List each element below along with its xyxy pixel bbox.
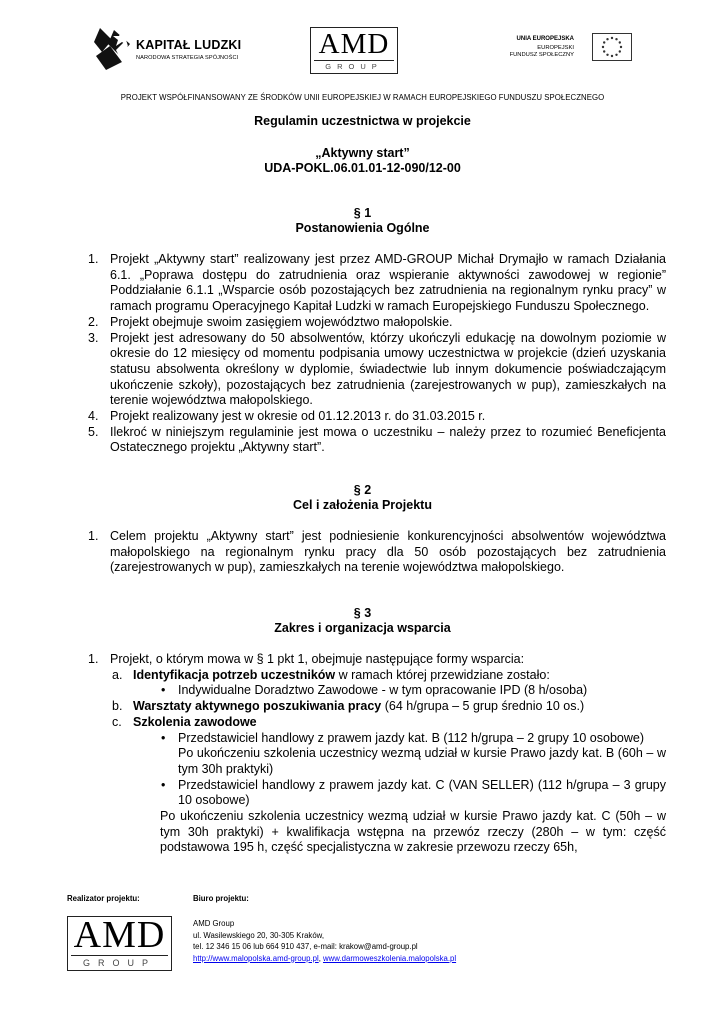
- bullet-item: • Przedstawiciel handlowy z prawem jazdy kat. C (VAN SELLER) (112 h/grupa – 3 grupy 10 osobowe): [161, 777, 666, 808]
- section-1-list: [88, 252, 666, 456]
- project-name: „Aktywny start”: [315, 146, 410, 160]
- office-address: ul. Wasilewskiego 20, 30-305 Kraków,: [193, 930, 325, 940]
- office-info: [193, 918, 456, 964]
- eu-flag-icon: [592, 33, 632, 61]
- link-darmoweszkolenia[interactable]: www.darmoweszkolenia.malopolska.pl: [323, 953, 457, 963]
- eu-label-fund-1: EUROPEJSKI: [537, 45, 574, 51]
- footer-realizator-label: Realizator projektu:: [67, 894, 140, 903]
- project-code: UDA-POKL.06.01.01-12-090/12-00: [264, 161, 461, 175]
- eu-label-union: UNIA EUROPEJSKA: [516, 36, 574, 42]
- amd-logo-group: GROUP: [82, 958, 156, 968]
- section-3-heading: Zakres i organizacja wsparcia: [274, 621, 451, 635]
- bullet-note: Po ukończeniu szkolenia uczestnicy wezmą udział w kursie Prawo jazdy kat. B (60h – w tym 30h praktyki): [178, 746, 666, 776]
- amd-logo-group: GROUP: [325, 62, 383, 71]
- kapital-ludzki-title: KAPITAŁ LUDZKI: [136, 38, 242, 52]
- list-item: 3. Projekt jest adresowany do 50 absolwentów, którzy ukończyli edukację na dowolnym poziomie w okresie do 12 miesięcy od momentu podpisania umowy uczestnictwa w projekcie (dzień uzyskania statusu absolwenta określony w dyplomie, świadectwie lub innym dokumencie poświadczającym ukończenie szkoły), pozostających bez zatrudnienia (zarejestrowanych w pup), zamieszkałych na terenie województwa małopolskiego.: [88, 330, 666, 408]
- amd-logo-divider: [314, 60, 394, 61]
- list-item: 2. Projekt obejmuje swoim zasięgiem województwo małopolskie.: [88, 314, 453, 329]
- eu-logo: [496, 30, 632, 68]
- bullet-item: • Przedstawiciel handlowy z prawem jazdy kat. B (112 h/grupa – 2 grupy 10 osobowe): [161, 730, 644, 745]
- subitem-b: b. Warsztaty aktywnego poszukiwania pracy (64 h/grupa – 5 grup średnio 10 os.): [112, 699, 585, 714]
- section-1-sign: § 1: [353, 206, 372, 220]
- section-3-list: [88, 652, 666, 856]
- office-name: AMD Group: [193, 919, 235, 928]
- office-contact: tel. 12 346 15 06 lub 664 910 437, e-mail: krakow@amd-group.pl: [193, 942, 418, 952]
- document-title: Regulamin uczestnictwa w projekcie: [254, 114, 471, 128]
- section-2-heading: Cel i założenia Projektu: [293, 498, 432, 512]
- kapital-ludzki-logo: [92, 26, 262, 72]
- section-1-heading: Postanowienia Ogólne: [295, 221, 430, 235]
- amd-logo-word: AMD: [318, 28, 390, 60]
- link-malopolska[interactable]: http://www.malopolska.amd-group.pl: [193, 953, 319, 963]
- list-item: 1. Projekt, o którym mowa w § 1 pkt 1, obejmuje następujące formy wsparcia:: [88, 652, 525, 666]
- list-item: 1. Projekt „Aktywny start” realizowany jest przez AMD-GROUP Michał Drymajło w ramach Działania 6.1. „Poprawa dostępu do zatrudnienia oraz wspieranie aktywności zawodowej w regionie” Poddziałanie 6.1.1 „Wsparcie osób pozostających bez zatrudnienia na regionalnym rynku pracy” w ramach programu Operacyjnego Kapitał Ludzki w ramach Europejskiego Funduszu Społecznego.: [88, 252, 666, 314]
- section-3-sign: § 3: [353, 606, 372, 620]
- amd-group-logo-top: [310, 27, 398, 74]
- footer-biuro-label: Biuro projektu:: [193, 894, 249, 903]
- kapital-ludzki-subtitle: NARODOWA STRATEGIA SPÓJNOŚCI: [136, 55, 239, 61]
- kapital-ludzki-emblem-icon: [92, 26, 134, 72]
- section-2-list: [88, 529, 666, 576]
- section-2-sign: § 2: [353, 483, 372, 497]
- eu-label-fund-2: FUNDUSZ SPOŁECZNY: [509, 52, 574, 58]
- cofinancing-banner: PROJEKT WSPÓŁFINANSOWANY ZE ŚRODKÓW UNII EUROPEJSKIEJ W RAMACH EUROPEJSKIEGO FUNDUSZU SPOŁECZNEGO: [120, 93, 605, 102]
- list-item: 1. Celem projektu „Aktywny start” jest podniesienie konkurencyjności absolwentów województwa małopolskiego na regionalnym rynku pracy dla 50 osób pozostających bez zatrudnienia (zarejestrowanych w pup), zamieszkałych na terenie województwa małopolskiego.: [88, 529, 666, 575]
- office-links: http://www.malopolska.amd-group.pl, www.darmoweszkolenia.malopolska.pl: [193, 953, 457, 963]
- bullet-item: • Indywidualne Doradztwo Zawodowe - w tym opracowanie IPD (8 h/osoba): [161, 683, 588, 698]
- subitem-c: c. Szkolenia zawodowe: [112, 714, 257, 729]
- amd-logo-divider: [71, 955, 168, 956]
- amd-group-logo-footer: [67, 916, 172, 971]
- list-item: 5. Ilekroć w niniejszym regulaminie jest mowa o uczestniku – należy przez to rozumieć Beneficjenta Ostatecznego projektu „Aktywny start”.: [88, 424, 666, 455]
- subitem-a: a. Identyfikacja potrzeb uczestników w ramach której przewidziane zostało:: [112, 667, 550, 682]
- bullet-note: Po ukończeniu szkolenia uczestnicy wezmą udział w kursie Prawo jazdy kat. C (50h – w tym 30h praktyki) + kwalifikacja wstępna na przewóz rzeczy (280h – w tym: część podstawowa 195 h, część specjalistyczna w zakresie przewozu rzeczy 65h,: [160, 809, 666, 855]
- amd-logo-word: AMD: [73, 914, 166, 956]
- list-item: 4. Projekt realizowany jest w okresie od 01.12.2013 r. do 31.03.2015 r.: [88, 409, 486, 424]
